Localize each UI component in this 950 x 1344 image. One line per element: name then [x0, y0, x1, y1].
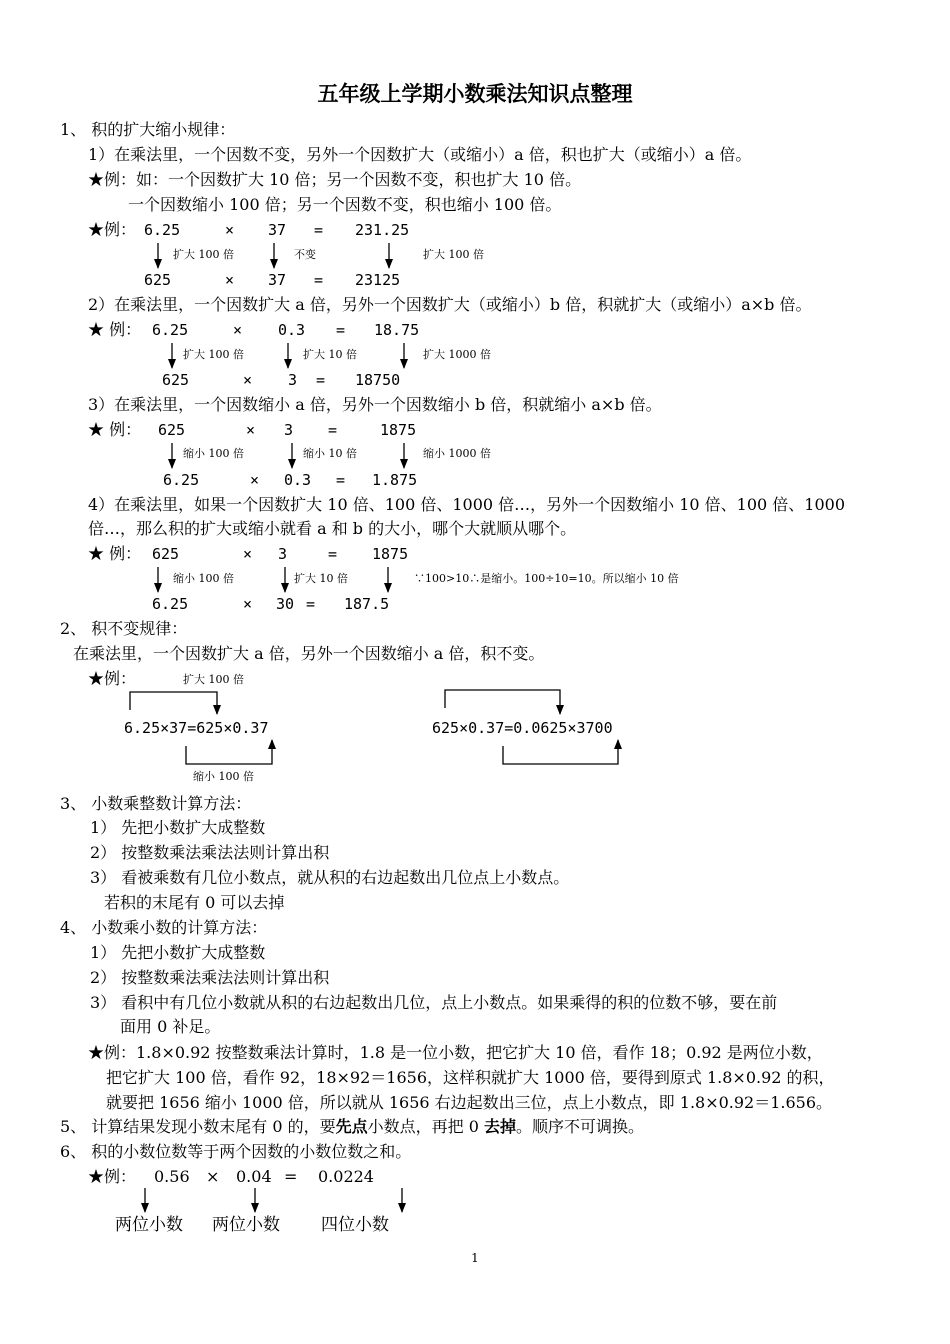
eq-term: 3 [288, 371, 298, 389]
arrow-label: 缩小 10 倍 [303, 447, 357, 460]
eq-term: 3 [284, 421, 294, 439]
list-item: 1） 先把小数扩大成整数 [90, 818, 266, 837]
arrow-label: 扩大 100 倍 [173, 248, 234, 261]
eq-term: 6.25 [152, 321, 189, 339]
emphasis-first-point: 先点 [335, 1117, 368, 1136]
eq-term: = [328, 421, 338, 439]
example-3-prefix: ★ 例： [88, 320, 142, 339]
rule-2: 2）在乘法里，一个因数扩大 a 倍，另外一个因数扩大（或缩小）b 倍，积就扩大（或缩小）a×b 倍。 [88, 295, 812, 314]
eq-term: × [243, 371, 253, 389]
list-item: 3） 看被乘数有几位小数点，就从积的右边起数出几位点上小数点。 [90, 868, 570, 887]
eq-term: 0.0224 [318, 1167, 374, 1186]
eq-term: 37 [268, 271, 287, 289]
eq-term: 23125 [355, 271, 401, 289]
eq-term: = [328, 545, 338, 563]
page-title: 五年级上学期小数乘法知识点整理 [317, 82, 633, 106]
arrow-label: 不变 [294, 248, 316, 261]
list-item: 2） 按整数乘法乘法法则计算出积 [90, 843, 330, 862]
rule-4-line2: 倍…，那么积的扩大或缩小就看 a 和 b 的大小，哪个大就顺从哪个。 [88, 519, 577, 538]
eq-term: = [284, 1167, 298, 1186]
example-line: 把它扩大 100 倍，看作 92，18×92＝1656，这样积就扩大 1000 倍，要得到原式 1.8×0.92 的积， [106, 1068, 835, 1087]
arrow-label: 扩大 100 倍 [423, 248, 484, 261]
example-4-prefix: ★ 例： [88, 420, 142, 439]
eq-term: 30 [276, 595, 295, 613]
eq-term: 6.25 [152, 595, 189, 613]
rule-1: 1）在乘法里，一个因数不变，另外一个因数扩大（或缩小）a 倍，积也扩大（或缩小）a 倍。 [88, 145, 752, 164]
eq-term: × [233, 321, 243, 339]
bracket-arrow-icon [503, 740, 618, 764]
list-item: 2） 按整数乘法乘法法则计算出积 [90, 968, 330, 987]
section-5-post: 。顺序不可调换。 [516, 1117, 645, 1136]
arrow-label: 扩大 10 倍 [303, 348, 357, 361]
bracket-arrow-icon [130, 692, 217, 714]
eq-term: 6.25 [144, 221, 181, 239]
page-number: 1 [471, 1251, 479, 1265]
section-5-pre: 5、 计算结果发现小数末尾有 0 的，要 [60, 1117, 336, 1136]
list-item: 1） 先把小数扩大成整数 [90, 943, 266, 962]
section-6-heading: 6、 积的小数位数等于两个因数的小数位数之和。 [60, 1142, 412, 1161]
bracket-arrow-icon [445, 690, 560, 714]
example-prefix: ★例： [88, 1167, 137, 1186]
digit-label: 两位小数 [212, 1215, 280, 1235]
section-1-heading: 1、 积的扩大缩小规律： [60, 120, 236, 139]
eq-term: 187.5 [344, 595, 390, 613]
eq-term: 6.25 [163, 471, 200, 489]
arrow-label: 缩小 1000 倍 [423, 447, 491, 460]
emphasis-remove: 去掉 [484, 1117, 517, 1136]
bracket-label-bottom: 缩小 100 倍 [193, 770, 254, 783]
eq-term: × [225, 271, 235, 289]
eq-term: 0.3 [284, 471, 312, 489]
eq-term: 18750 [355, 371, 401, 389]
arrow-label: 扩大 100 倍 [183, 348, 244, 361]
arrow-label: 扩大 1000 倍 [423, 348, 491, 361]
eq-term: 625 [158, 421, 186, 439]
arrow-label: 缩小 100 倍 [173, 572, 234, 585]
eq-term: × [243, 545, 253, 563]
eq-term: 231.25 [355, 221, 410, 239]
arrow-label: ∵100>10∴是缩小。100÷10=10。所以缩小 10 倍 [414, 572, 679, 585]
bracket-label-top: 扩大 100 倍 [183, 673, 244, 686]
section-2-heading: 2、 积不变规律： [60, 619, 188, 638]
rule-invariant: 在乘法里，一个因数扩大 a 倍，另外一个因数缩小 a 倍，积不变。 [73, 644, 545, 663]
example-line: ★例：1.8×0.92 按整数乘法计算时，1.8 是一位小数，把它扩大 10 倍，看作 18；0.92 是两位小数， [88, 1043, 823, 1062]
rule-4-line1: 4）在乘法里，如果一个因数扩大 10 倍、100 倍、1000 倍…，另外一个因数缩小 10 倍、100 倍、1000 [88, 495, 846, 514]
eq-term: = [316, 371, 326, 389]
eq-term: 625 [152, 545, 180, 563]
eq-term: = [306, 595, 316, 613]
section-4-heading: 4、 小数乘小数的计算方法： [60, 918, 268, 937]
eq-term: 37 [268, 221, 287, 239]
eq-term: = [314, 271, 324, 289]
list-item-continued: 面用 0 补足。 [120, 1017, 221, 1036]
note: 若积的末尾有 0 可以去掉 [104, 893, 285, 912]
eq-term: 1875 [372, 545, 409, 563]
example-line: 就要把 1656 缩小 1000 倍，所以就从 1656 右边起数出三位，点上小数点，即 1.8×0.92＝1.656。 [106, 1093, 833, 1112]
eq-term: = [314, 221, 324, 239]
eq-term: 0.56 [154, 1167, 190, 1186]
example-5-prefix: ★ 例： [88, 544, 142, 563]
equation-2: 625×0.37=0.0625×3700 [432, 719, 613, 737]
eq-term: = [336, 321, 346, 339]
equation-1: 6.25×37=625×0.37 [124, 719, 269, 737]
eq-term: 625 [144, 271, 172, 289]
eq-term: 0.3 [278, 321, 306, 339]
eq-term: × [243, 595, 253, 613]
eq-term: × [225, 221, 235, 239]
eq-term: 3 [278, 545, 288, 563]
eq-term: 1.875 [372, 471, 418, 489]
list-item: 3） 看积中有几位小数就从积的右边起数出几位，点上小数点。如果乘得的积的位数不够，要在前 [90, 993, 778, 1012]
arrow-label: 缩小 100 倍 [183, 447, 244, 460]
example-1b: 一个因数缩小 100 倍；另一个因数不变，积也缩小 100 倍。 [128, 195, 562, 214]
arrow-label: 扩大 10 倍 [294, 572, 348, 585]
eq-term: = [336, 471, 346, 489]
rule-3: 3）在乘法里，一个因数缩小 a 倍，另外一个因数缩小 b 倍，积就缩小 a×b 倍。 [88, 395, 662, 414]
example-prefix: ★例： [88, 669, 137, 688]
bracket-arrow-icon [186, 740, 272, 764]
eq-term: 18.75 [374, 321, 420, 339]
eq-term: × [250, 471, 260, 489]
eq-term: 1875 [380, 421, 417, 439]
eq-term: 0.04 [236, 1167, 272, 1186]
eq-term: 625 [162, 371, 190, 389]
example-2-prefix: ★例： [88, 220, 137, 239]
section-3-heading: 3、 小数乘整数计算方法： [60, 794, 252, 813]
example-1a: ★例：如：一个因数扩大 10 倍；另一个因数不变，积也扩大 10 倍。 [88, 170, 582, 189]
eq-term: × [246, 421, 256, 439]
digit-label: 两位小数 [115, 1215, 183, 1235]
eq-term: × [206, 1167, 220, 1186]
section-5-mid: 小数点，再把 0 [367, 1117, 484, 1136]
digit-label: 四位小数 [321, 1215, 389, 1235]
